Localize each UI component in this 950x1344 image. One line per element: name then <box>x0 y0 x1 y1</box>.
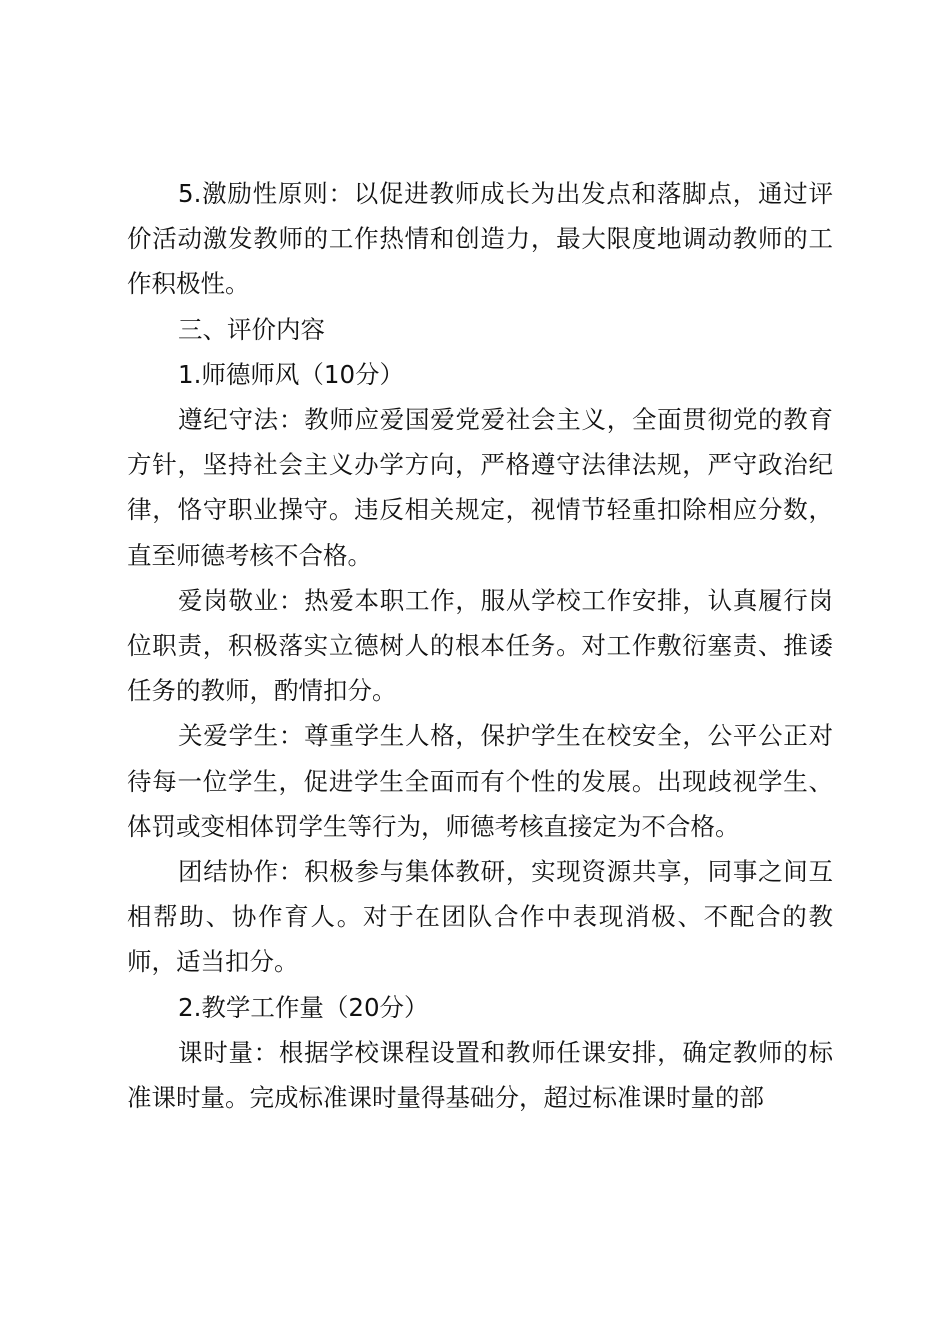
document-body <box>127 171 833 1120</box>
subsection-heading-teacher-ethics: 1.师德师风（10分） <box>178 359 405 389</box>
section-heading-evaluation-content: 三、评价内容 <box>178 314 325 344</box>
paragraph-law-abiding: 遵纪守法：教师应爱国爱党爱社会主义，全面贯彻党的教育方针，坚持社会主义办学方向，严格遵守法律法规，严守政治纪律，恪守职业操守。违反相关规定，视情节轻重扣除相应分数，直至师德考核不合格。 <box>127 405 833 570</box>
paragraph-caring-students: 关爱学生：尊重学生人格，保护学生在校安全，公平公正对待每一位学生，促进学生全面而有个性的发展。出现歧视学生、体罚或变相体罚学生等行为，师德考核直接定为不合格。 <box>127 721 833 841</box>
paragraph-dedication: 爱岗敬业：热爱本职工作，服从学校工作安排，认真履行岗位职责，积极落实立德树人的根本任务。对工作敷衍塞责、推诿任务的教师，酌情扣分。 <box>127 585 833 706</box>
subsection-heading-teaching-workload: 2.教学工作量（20分） <box>178 992 429 1022</box>
paragraph-teamwork: 团结协作：积极参与集体教研，实现资源共享，同事之间互相帮助、协作育人。对于在团队合作中表现消极、不配合的教师，适当扣分。 <box>127 857 833 977</box>
paragraph-class-hours: 课时量：根据学校课程设置和教师任课安排，确定教师的标准课时量。完成标准课时量得基础分，超过标准课时量的部 <box>127 1037 833 1113</box>
paragraph-incentive-principle: 5.激励性原则：以促进教师成长为出发点和落脚点，通过评价活动激发教师的工作热情和创造力，最大限度地调动教师的工作积极性。 <box>127 179 833 299</box>
